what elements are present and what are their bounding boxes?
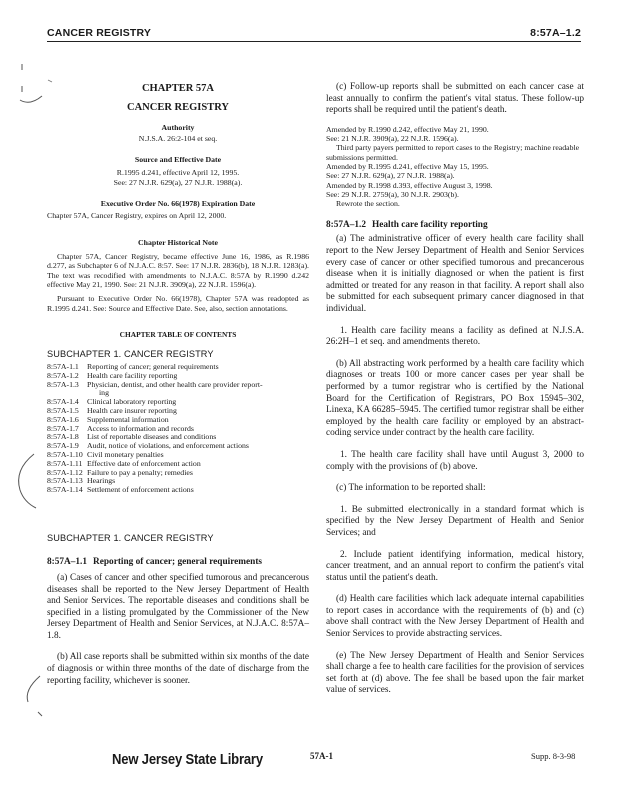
amendment-line: See: 21 N.J.R. 3909(a), 22 N.J.R. 1596(a). <box>326 134 459 144</box>
toc-entry-number: 8:57A-1.8 <box>47 432 79 442</box>
toc-entry-number: 8:57A-1.6 <box>47 414 79 424</box>
section-1-2-c-1: 1. Be submitted electronically in a standard format which is specified by the New Jersey Department of Health and Senior Services; and <box>326 504 584 538</box>
toc-entry-title-text: Failure to pay a penalty; remedies <box>87 467 193 477</box>
authority-text: N.J.S.A. 26:2-104 et seq. <box>138 134 218 143</box>
toc-entry <box>47 381 309 399</box>
amendment-line: Amended by R.1995 d.241, effective May 15, 1995. <box>326 161 489 171</box>
toc-entry-number: 8:57A-1.1 <box>47 361 79 371</box>
toc-entry <box>47 486 309 495</box>
toc-entry-title-text: Health care facility reporting <box>87 370 178 380</box>
section-1-1-b: (b) All case reports shall be submitted within six months of the date of diagnosis or within three months of the date of discharge from the reporting facility, whichever is sooner. <box>47 652 309 686</box>
section-1-2-a: (a) The administrative officer of every health care facility shall report to the New Jersey Department of Health and Senior Services every case of cancer or other specified tumorous and precancerous disease when it is initially diagnosed or when the patient is first admitted or treated for any reason in that facility. A report shall also be submitted for each subsequent primary cancer diagnosed in that individual. <box>326 234 584 315</box>
supplement-date: Supp. 8-3-98 <box>531 751 576 761</box>
header-right: 8:57A–1.2 <box>530 27 581 39</box>
header-left: CANCER REGISTRY <box>47 27 152 39</box>
toc-entry-title-text: Audit, notice of violations, and enforcement actions <box>87 441 249 451</box>
toc-entry-title <box>87 381 309 399</box>
toc-entry-title-text: Physician, dentist, and other health care provider report- <box>87 379 263 389</box>
historical-note-label: Chapter Historical Note <box>138 238 218 248</box>
chapter-title: CANCER REGISTRY <box>126 102 230 113</box>
toc-entry-number: 8:57A-1.11 <box>47 458 83 468</box>
section-title: Reporting of cancer; general requirements <box>93 556 263 567</box>
exec-order-label: Executive Order No. 66(1978) Expiration Date <box>100 198 256 208</box>
section-1-2-b-1: 1. The health care facility shall have until August 3, 2000 to comply with the provisions of (b) above. <box>326 449 584 472</box>
toc-entry-number: 8:57A-1.4 <box>47 397 79 407</box>
source-line-1: R.1995 d.241, effective April 12, 1995. <box>116 168 240 178</box>
running-header <box>47 27 581 42</box>
left-column <box>47 82 309 687</box>
toc-entry-title-text: Civil monetary penalties <box>87 449 164 459</box>
amendment-history <box>326 125 584 209</box>
section-1-2-heading <box>326 219 584 231</box>
toc-entry-title <box>87 469 309 478</box>
section-1-2-d: (d) Health care facilities which lack adequate internal capabilities to report cases in accordance with the requirements of (b) and (c) above shall contract with the New Jersey Department of Health and Senior Services to provide abstracting services. <box>326 594 584 640</box>
page-number: 57A-1 <box>310 751 333 761</box>
table-of-contents <box>47 363 309 495</box>
subchapter-heading: SUBCHAPTER 1. CANCER REGISTRY <box>47 532 214 543</box>
toc-entry-number: 8:57A-1.12 <box>47 467 83 477</box>
toc-entry-title-text: Clinical laboratory reporting <box>87 397 177 407</box>
toc-label: CHAPTER TABLE OF CONTENTS <box>119 329 237 339</box>
section-1-1-a: (a) Cases of cancer and other specified tumorous and precancerous diseases shall be reported to the New Jersey Department of Health and Senior Services. The reportable diseases and conditions shall be specified in a listing promulgated by the Commissioner of the New Jersey Department of Health and Senior Services, at N.J.A.C. 8:57A–1.8. <box>47 572 309 641</box>
right-column <box>326 82 584 697</box>
section-number: 8:57A–1.2 <box>326 220 367 231</box>
amendment-line: Third party payers permitted to report cases to the Registry; machine readable submissions permitted. <box>326 143 580 162</box>
toc-entry-continuation: ing <box>99 388 109 398</box>
toc-entry-number: 8:57A-1.9 <box>47 441 79 451</box>
amendment-line: Amended by R.1998 d.393, effective August 3, 1998. <box>326 180 493 190</box>
section-1-2-c-2: 2. Include patient identifying information, medical history, cancer treatment, and an annual report to confirm the patient's vital status until the patient's death. <box>326 549 584 583</box>
toc-entry-title-text: Supplemental information <box>87 414 169 424</box>
section-number: 8:57A–1.1 <box>47 556 88 567</box>
amendment-line: Amended by R.1990 d.242, effective May 21, 1990. <box>326 124 489 134</box>
toc-entry-number: 8:57A-1.14 <box>47 485 83 495</box>
chapter-number: CHAPTER 57A <box>141 83 215 94</box>
amendment-line: See: 29 N.J.R. 2759(a), 30 N.J.R. 2903(b). <box>326 189 459 199</box>
toc-entry-number: 8:57A-1.7 <box>47 423 79 433</box>
exec-order-text: Chapter 57A, Cancer Registry, expires on April 12, 2000. <box>47 210 227 220</box>
toc-entry-title-text: Settlement of enforcement actions <box>87 485 194 495</box>
margin-mark-bottom <box>18 672 48 722</box>
toc-entry-title-text: Hearings <box>87 476 116 486</box>
toc-entry-title <box>87 486 309 495</box>
historical-note-p2: Pursuant to Executive Order No. 66(1978), Chapter 57A was readopted as R.1995 d.241. See: Source and Effective Date. See, also, section annotations. <box>47 294 309 313</box>
source-line-2: See: 27 N.J.R. 629(a), 27 N.J.R. 1988(a). <box>113 177 243 187</box>
section-1-1-heading <box>47 556 309 568</box>
toc-entry-title-text: Access to information and records <box>87 423 194 433</box>
toc-entry-title-text: Effective date of enforcement action <box>87 458 201 468</box>
toc-entry-number: 8:57A-1.2 <box>47 370 79 380</box>
toc-entry-number: 8:57A-1.5 <box>47 405 79 415</box>
section-1-2-c: (c) The information to be reported shall: <box>336 483 486 494</box>
source-label: Source and Effective Date <box>134 155 222 165</box>
section-1-1-c: (c) Follow-up reports shall be submitted on each cancer case at least annually to confirm the patient's vital status. These follow-up reports shall be required until the patient's death. <box>326 82 584 116</box>
amendment-line: See: 27 N.J.R. 629(a), 27 N.J.R. 1988(a). <box>326 171 455 181</box>
library-stamp: New Jersey State Library <box>112 752 263 768</box>
margin-mark-middle <box>10 450 40 520</box>
section-1-2-b: (b) All abstracting work performed by a health care facility which diagnoses or treats 100 or more cancer cases per year shall be performed by a tumor registrar who is certified by the National Board for the Certification of Registrars, PO Box 15945–302, Linexa, KA 66285–5945. The certified tumor registrar shall be either employed by the health care facility or employed by an abstract-coding service under contract by the health care facility. <box>326 358 584 439</box>
toc-entry-number: 8:57A-1.3 <box>47 379 79 389</box>
section-1-2-e: (e) The New Jersey Department of Health and Senior Services shall charge a fee to health care facilities for the provision of services set forth at (d) above. The fee shall be based upon the fair market value of services. <box>326 650 584 696</box>
toc-entry-number: 8:57A-1.13 <box>47 476 83 486</box>
section-title: Health care facility reporting <box>372 220 488 231</box>
section-1-2-a-1: 1. Health care facility means a facility as defined at N.J.S.A. 26:2H–1 et seq. and amendments thereto. <box>326 325 584 348</box>
toc-entry-title-text: Reporting of cancer; general requirements <box>87 361 219 371</box>
toc-entry-title-text: Health care insurer reporting <box>87 405 177 415</box>
toc-entry-number: 8:57A-1.10 <box>47 449 83 459</box>
historical-note-p1: Chapter 57A, Cancer Registry, became effective June 16, 1986, as R.1986 d.277, as Subchapter 6 of N.J.A.C. 8:57. See: 17 N.J.R. 2836(b), 18 N.J.R. 1283(a). The text was recodified with amendments to N.J.A.C. 8:57A by R.1990 d.242 effective May 21, 1990. See: 21 N.J.R. 3909(a), 22 N.J.R. 1596(a). <box>47 252 309 290</box>
toc-subchapter: SUBCHAPTER 1. CANCER REGISTRY <box>47 348 214 359</box>
amendment-line: Rewrote the section. <box>336 199 400 209</box>
authority-label: Authority <box>161 123 195 132</box>
toc-entry-title-text: List of reportable diseases and conditions <box>87 432 217 442</box>
